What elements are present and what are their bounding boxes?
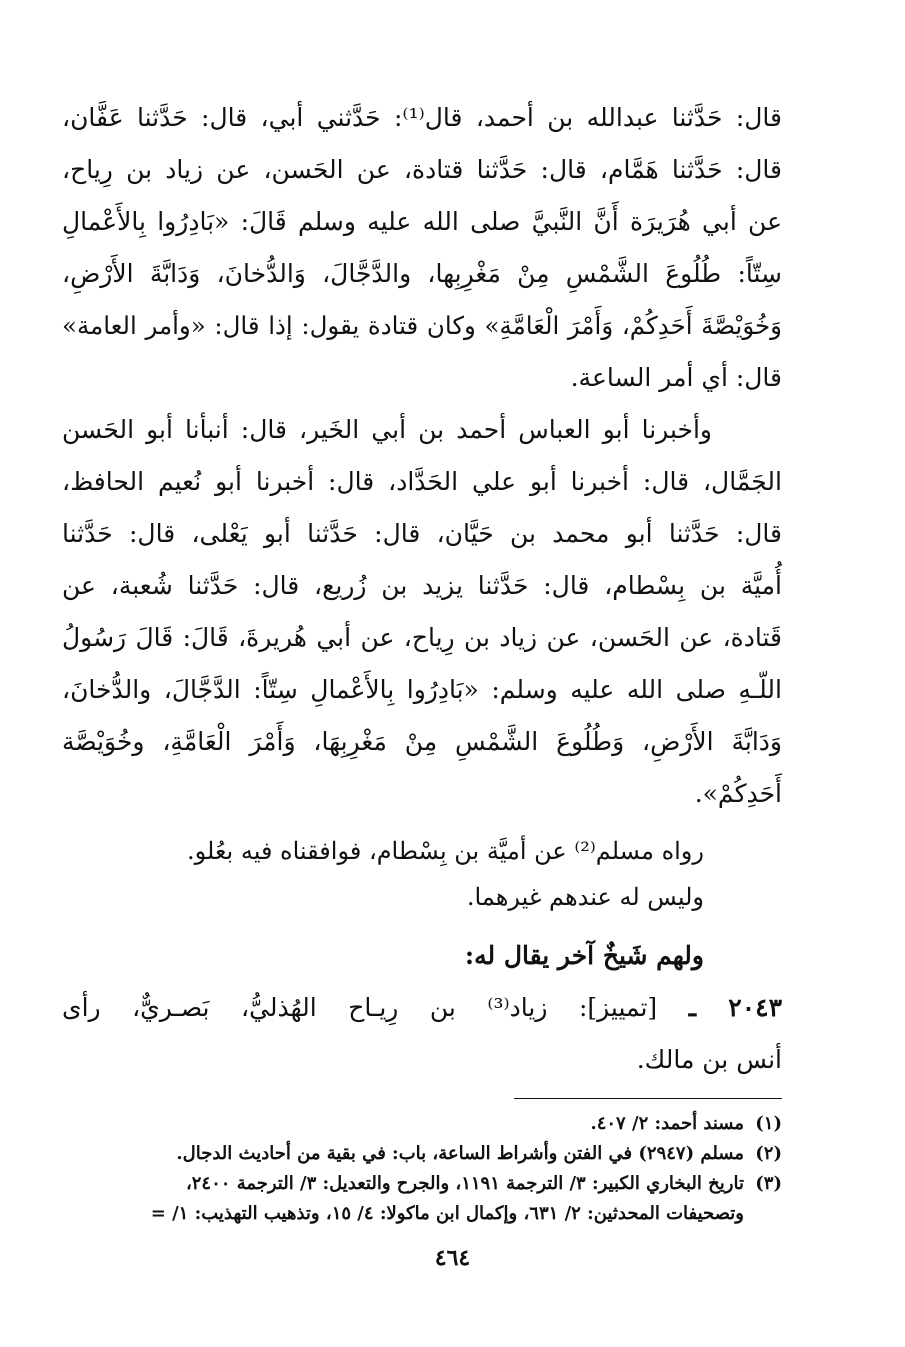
entry-first-line (62, 982, 782, 1034)
text-line: الجَمَّال، قال: أخبرنا أبو علي الحَدَّاد، قال: أخبرنا أبو نُعيم الحافظ، (62, 467, 782, 496)
biography-entry (62, 982, 782, 1086)
section-heading: ولهم شَيخٌ آخر يقال له: (464, 941, 704, 970)
text-line: وليس له عندهم غيرهما. (466, 883, 704, 911)
page-body (62, 92, 782, 1229)
text-line: أَحَدِكُمْ». (694, 779, 782, 808)
text-line: أُميَّة بن بِسْطام، قال: حَدَّثنا يزيد بن زُريع، قال: حَدَّثنا شُعبة، عن (62, 571, 782, 600)
footnote-2 (62, 1139, 782, 1169)
text-line: أنس بن مالك. (636, 1045, 782, 1074)
text-line: رواه مسلم⁽²⁾ عن أميَّة بن بِسْطام، فوافقناه فيه بعُلو. (186, 837, 704, 865)
text-line: سِتّاً: طُلُوعَ الشَّمْسِ مِنْ مَغْرِبِها، والدَّجَّالَ، وَالدُّخانَ، وَدَابَّةَ الأَرْضِ، (62, 259, 782, 288)
text-line: وَخُوَيْصَّةَ أَحَدِكُمْ، وَأَمْرَ الْعَامَّةِ» وكان قتادة يقول: إذا قال: «وأمر العامة» (62, 311, 782, 340)
paragraph-1 (62, 92, 782, 404)
text-line: قال: حَدَّثنا هَمَّام، قال: حَدَّثنا قتادة، عن الحَسن، عن زياد بن رِياح، (62, 155, 782, 184)
page-number: ٤٦٤ (434, 1245, 471, 1271)
footnote-text: مسند أحمد: ٢/ ٤٠٧. (590, 1113, 744, 1134)
footnote-1 (62, 1109, 782, 1139)
text-line: وَدَابَّةَ الأَرْضِ، وَطُلُوعَ الشَّمْسِ مِنْ مَغْرِبِهَا، وَأَمْرَ الْعَامَّةِ، وخُوَيْصَّة (62, 727, 782, 756)
text-line: قَتادة، عن الحَسن، عن زياد بن رِياح، عن أبي هُريرةَ، قَالَ: قَالَ رَسُولُ (62, 623, 782, 652)
footnote-number: (٣) (755, 1173, 782, 1194)
footnote-number: (١) (755, 1113, 782, 1134)
footnote-text: مسلم (٢٩٤٧) في الفتن وأشراط الساعة، باب: في بقية من أحاديث الدجال. (176, 1143, 744, 1164)
text-line: قال: حَدَّثنا عبدالله بن أحمد، قال⁽¹⁾: حَدَّثني أبي، قال: حَدَّثنا عَفَّان، (62, 103, 782, 132)
footnotes (62, 1109, 782, 1229)
footnote-number: (٢) (755, 1143, 782, 1164)
entry-number: ٢٠٤٣ ـ (688, 993, 783, 1022)
footnote-3 (62, 1169, 782, 1199)
text-line: قال: حَدَّثنا أبو محمد بن حَيَّان، قال: حَدَّثنا أبو يَعْلى، قال: حَدَّثنا (62, 519, 782, 548)
text-line: عن أبي هُرَيرَة أَنَّ النَّبيَّ صلى الله عليه وسلم قَالَ: «بَادِرُوا بِالأَعْمالِ (62, 207, 782, 236)
paragraph-2 (62, 404, 782, 820)
entry-text: [تمييز]: زياد⁽³⁾ بن رِيـاح الهُذليُّ، بَصـريٌّ، رأى (62, 993, 658, 1022)
narration-note (62, 828, 782, 920)
text-line: وأخبرنا أبو العباس أحمد بن أبي الخَير، قال: أنبأنا أبو الحَسن (62, 415, 712, 444)
text-line: قال: أي أمر الساعة. (570, 363, 782, 392)
text-line: اللّـهِ صلى الله عليه وسلم: «بَادِرُوا بِالأَعْمالِ سِتّاً: الدَّجَّالَ، والدُّخانَ، (62, 675, 782, 704)
footnote-3-continuation: وتصحيفات المحدثين: ٢/ ٦٣١، وإكمال ابن ماكولا: ٤/ ١٥، وتذهيب التهذيب: ١/ = (150, 1203, 744, 1224)
footnote-divider (514, 1098, 782, 1099)
footnote-text: تاريخ البخاري الكبير: ٣/ الترجمة ١١٩١، والجرح والتعديل: ٣/ الترجمة ٢٤٠٠، (185, 1173, 744, 1194)
